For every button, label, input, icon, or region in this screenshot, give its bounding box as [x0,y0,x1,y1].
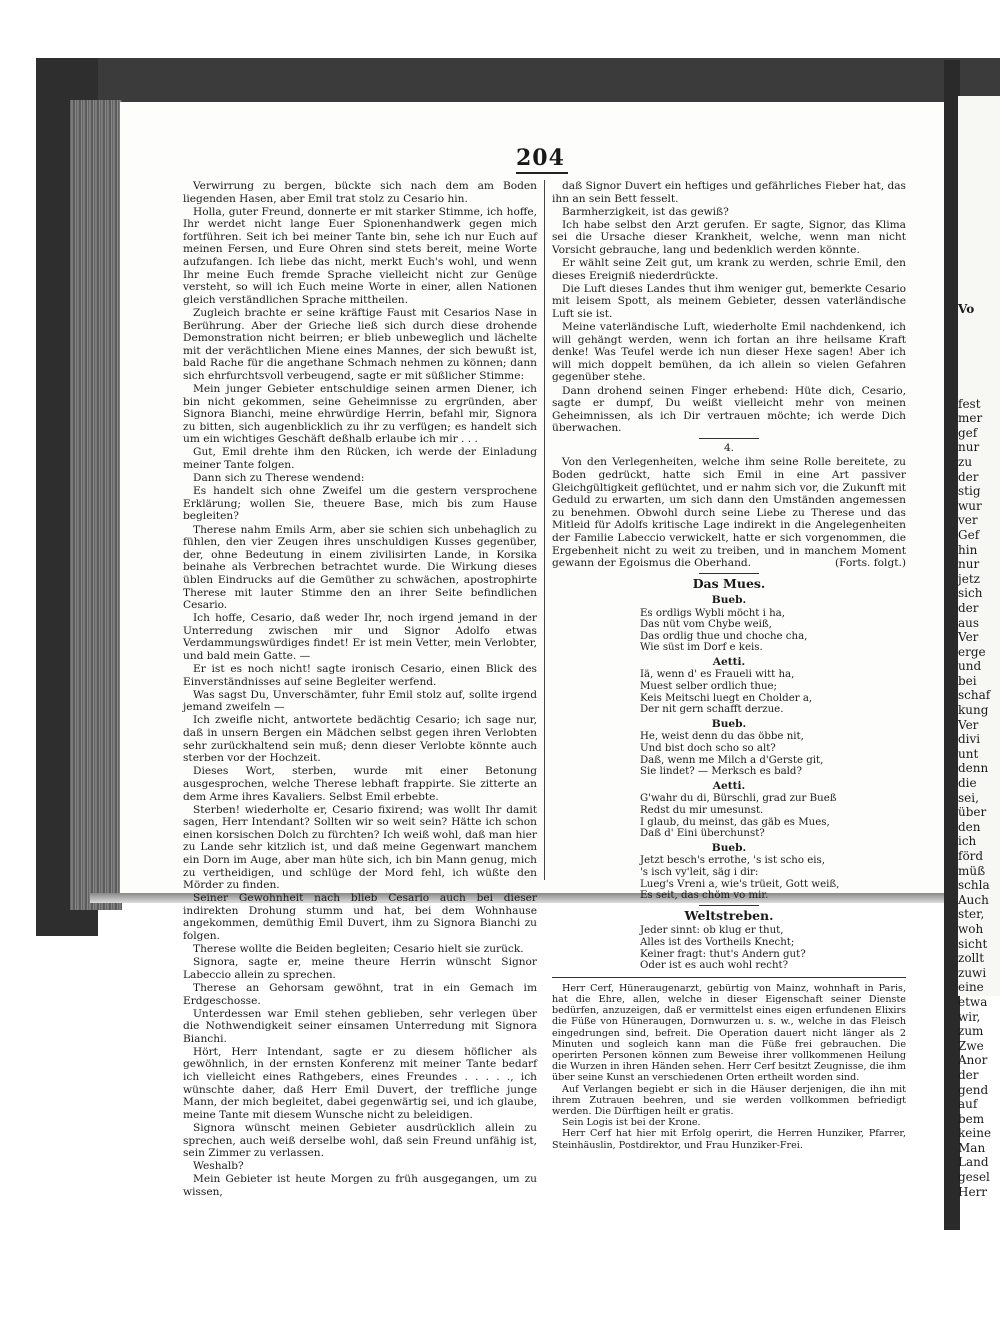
scan-background-top [36,58,1000,102]
advertisement-paragraph: Sein Logis ist bei der Krone. [562,1117,701,1129]
verse-line: Das nüt vom Chybe weiß, [640,619,772,631]
verse-line: Es ordligs Wybli möcht i ha, [640,607,785,619]
poem-body [552,594,906,902]
poem-rule [699,573,759,574]
neighbor-word: auf [958,1097,978,1112]
neighbor-word: aus [958,615,980,630]
advertisement-paragraph: Herr Cerf, Hüneraugenarzt, gebürtig von Mainz, wohnhaft in Paris, hat die Ehre, allen, welche in dieser Eigenschaft seiner Dienste bedürfen, anzuzeigen, daß er vermittelst eines eigen erfundenen Elixirs die Füße von Hüneraugen, Dornwurzen u. s. w., welche in das Fleisch eingedrungen sind, befreit. Die Operation dauert nicht länger als 2 Minuten und sogleich kann man die Füße frei gebrauchen. Die operirten Personen können zum Beweise ihrer vollkommenen Heilung die Wurzen in ihren Händen sehen. Herr Cerf besitzt Zeugnisse, die ihm über seine Kunst an verschiedenen Orten ertheilt worden sind. [552,982,906,1084]
neighbor-word: schla [958,878,990,893]
paragraph: Signora, sagte er, meine theure Herrin wünscht Signor Labeccio allein zu sprechen. [183,956,537,981]
neighbor-word: nur [958,440,980,455]
paragraph: Er wählt seine Zeit gut, um krank zu werden, schrie Emil, den dieses Ereigniß niederdrückte. [552,257,906,282]
verse-line: Jeder sinnt: ob klug er thut, [640,925,784,937]
neighbor-word: Ver [958,717,979,732]
neighbor-word: sei, [958,790,979,805]
right-column [552,180,906,1151]
neighbor-word: Man [958,1140,986,1155]
neighbor-word: der [958,469,979,484]
neighbor-word: eine [958,980,984,995]
neighbor-word: Gef [958,527,980,542]
epigram-rule [699,905,759,906]
neighbor-word: über [958,805,987,820]
verse-line: Und bist doch scho so alt? [640,743,776,755]
neighbor-word: jetz [958,571,980,586]
paragraph: Die Luft dieses Landes thut ihm weniger gut, bemerkte Cesario mit leisem Spott, als meinem Gebieter, dessen vaterländische Luft sie ist. [552,282,906,320]
verse-line: 's isch vy'leit, säg i dir: [640,866,759,878]
paragraph: Mein junger Gebieter entschuldige seinen armen Diener, ich bin nicht gekommen, seine Geheimnisse zu ergründen, aber Signora Bianchi, meine ehrwürdige Herrin, befahl mir, Signora zu bitten, sich augenblicklich zu ihr zu verfügen; es handelt sich um ein wichtiges Geschäft deßhalb erlaube ich mir . . . [183,383,537,446]
neighbor-word: förd [958,849,984,863]
section-number: 4. [723,441,735,454]
verse-line: He, weist denn du das öbbe nit, [640,731,804,743]
poem-stanza [640,855,906,901]
neighbor-word: denn [958,761,989,776]
paragraph: Was sagst Du, Unverschämter, fuhr Emil stolz auf, sollte irgend jemand zweifeln — [183,688,537,714]
paragraph: Hört, Herr Intendant, sagte er zu diesem höflicher als gewöhnlich, in der ernsten Konferenz mit meiner Tante bedarf ich vielleicht eines Rathgebers, eines Freundes . . . . ., ich wünschte daher, daß Herr Emil Duvert, der treffliche junge Mann, der mich begleitet, dabei gegenwärtig sei, und ich glaube, meine Tante mit diesem Wunsche nicht zu beleidigen. [183,1045,537,1121]
poem-speaker: Aetti. [712,779,746,792]
neighbor-word: nur [958,557,980,572]
neighbor-word: bem [958,1111,985,1126]
poem-speaker: Bueb. [711,717,747,730]
neighbor-word: unt [958,746,979,761]
verse-line: Lueg's Vreni a, wie's trüeit, Gott weiß, [640,878,840,890]
paragraph: Unterdessen war Emil stehen geblieben, sehr verlegen über die Nothwendigkeit seiner einsamen Unterredung mit Signora Bianchi. [183,1007,537,1045]
neighbor-word: müß [958,863,986,878]
neighbor-word: gend [958,1082,989,1097]
neighbor-word: Auch [958,892,989,907]
neighbor-word: zu [958,454,973,469]
verse-line: G'wahr du di, Bürschli, grad zur Bueß [640,793,837,805]
neighbor-word: die [958,776,977,791]
paragraph: Seiner Gewohnheit nach blieb Cesario auch bei dieser indirekten Drohung stumm und hat, bei dem Wohnhause angekommen, demüthig Emil Duvert, ihm zu Signora Bianchi zu folgen. [183,892,537,943]
paragraph: Ich habe selbst den Arzt gerufen. Er sagte, Signor, das Klima sei die Ursache dieser Krankheit, welche, wenn man nicht Vorsicht gebrauche, lang und bedenklich werden könnte. [552,218,906,256]
neighbor-word: der [958,1067,979,1082]
neighbor-word: gesel [958,1170,990,1185]
paragraph: Weshalb? [193,1160,244,1173]
poem-speaker: Bueb. [711,841,747,854]
neighbor-word: und [958,659,982,674]
section-text: Von den Verlegenheiten, welche ihm seine Rolle bereitete, zu Boden gedrückt, hatte sich Emil in eine Art passiver Gleichgültigkeit geflüchtet, und er nahm sich vor, die Zukunft mit Geduld zu erwarten, um sich dann den Umständen angemessen zu benehmen. Obwohl durch seine Liebe zu Therese und das Mitleid für Adolfs kritische Lage indirekt in die Angelegenheiten der Familie Labeccio verwickelt, hatte er sich vorgenommen, die Ergebenheit nicht zu weit zu treiben, und in manchem Moment gewann der Egoismus die Oberhand. [552,456,906,570]
paragraph: Ich hoffe, Cesario, daß weder Ihr, noch irgend jemand in der Unterredung zwischen mir und Signor Adolfo etwas Verdammungswürdiges findet! Er ist mein Vetter, mein Verlobter, und bald mein Gatte. — [183,612,537,662]
neighbor-word: divi [958,732,981,747]
paragraph: Holla, guter Freund, donnerte er mit starker Stimme, ich hoffe, Ihr werdet nicht lange Euer Spionenhandwerk gegen mich fortführen. Seit ich bei meiner Tante bin, sehe ich nur Euch auf meinen Fersen, und Eure Ohren sind stets bereit, meine Worte aufzufangen. Ich liebe das nicht, merkt Euch's wohl, und wenn Ihr meine Euch fremde Sprache vielleicht nicht zur Genüge versteht, so will ich Euch meine Worte in einer, allen Nationen gleich verständlichen Sprache mittheilen. [183,205,537,306]
poem-stanza [640,608,906,654]
verse-line: Der nit gern schafft derzue. [640,704,784,716]
poem-stanza [640,669,906,715]
neighbor-word: mer [958,411,983,426]
verse-line: Das ordlig thue und choche cha, [640,630,808,642]
poem-speaker: Aetti. [712,655,746,668]
verse-line: Jetzt besch's errothe, 's ist scho eis, [640,855,825,867]
neighbor-word: zollt [958,951,985,966]
neighbor-word: keine [958,1126,992,1141]
neighbor-word: Land [958,1155,989,1170]
paragraph: Dann drohend seinen Finger erhebend: Hüte dich, Cesario, sagte er dumpf, Du weißt vielleicht mehr von meinen Geheimnissen, als ich Dir vertrauen möchte; ich werde Dich überwachen. [552,384,906,435]
paragraph: Signora wünscht meinen Gebieter ausdrücklich allein zu sprechen, auch weiß derselbe wohl, daß sein Freund unfähig ist, sein Zimmer zu verlassen. [183,1121,537,1160]
paragraph: Sterben! wiederholte er, Cesario fixirend; was wollt Ihr damit sagen, Herr Intendant? Sollten wir so weit sein? Hätte ich schon einen korsischen Dolch zu fürchten? Ich weiß wohl, daß man hier zu Lande sehr kitzlich ist, und daß meine Gegenwart manchem ein Dorn im Auge, aber man hüte sich, ich bin Mann genug, mich zu vertheidigen, und schlüge der Mord fehl, ich wüßte den Mörder zu finden. [183,803,537,892]
neighbor-word: kung [958,703,989,718]
neighbor-word: zum [958,1024,984,1039]
paragraph: Ich zweifle nicht, antwortete bedächtig Cesario; ich sage nur, daß in unsern Bergen ein Mädchen selbst gegen ihren Verlobten sehr zurückhaltend sein muß; denn dieser Verlobte könnte auch sterben vor der Hochzeit. [183,714,537,765]
verse-line: Muest selber ordlich thue; [640,681,777,693]
section-rule [699,438,759,439]
neighbor-word: bei [958,673,977,688]
paragraph: Es handelt sich ohne Zweifel um die gestern versprochene Erklärung; wollen Sie, theuere Base, mich bis zum Hause begleiten? [183,485,537,523]
neighbor-word: Herr [958,1184,988,1199]
paragraph: Dann sich zu Therese wendend: [193,472,365,485]
verse-line: Sie lindet? — Merksch es bald? [640,766,802,778]
paragraph: Therese an Gehorsam gewöhnt, trat in ein Gemach im Erdgeschosse. [183,981,537,1007]
advertisement-paragraph: Auf Verlangen begiebt er sich in die Häuser derjenigen, die ihn mit ihrem Zutrauen beehren, und sie werden vollkommen befriedigt werden. Die Dürftigen heilt er gratis. [552,1083,906,1117]
neighbor-word: sich [958,586,983,601]
page-number-underline [516,172,568,174]
neighbor-word: ich [958,834,977,849]
verse-line: Es seit, das chöm vo mir. [640,890,769,902]
paragraph: Zugleich brachte er seine kräftige Faust mit Cesarios Nase in Berührung. Aber der Grieche ließ sich durch diese drohende Demonstration nicht beirren; er blieb unbeweglich und lächelte mit der verächtlichen Miene eines Mannes, der sich bewußt ist, bald Rache für die angethane Schmach nehmen zu können; dann sich ehrfurchtsvoll verbeugend, sagte er mit süßlicher Stimme: [183,306,537,382]
epigram-body [640,925,906,971]
poem-stanza [640,793,906,839]
neighbor-page-fragment [958,96,1000,1199]
verse-line: Redst du mir umesunst. [640,805,764,816]
page-number: 204 [516,145,565,171]
paragraph: Verwirrung zu bergen, bückte sich nach dem am Boden liegenden Hasen, aber Emil trat stolz zu Cesario hin. [183,180,537,205]
paragraph: Er ist es noch nicht! sagte ironisch Cesario, einen Blick des Einverständnisses auf seine Begleiter werfend. [183,663,537,688]
neighbor-word: fest [958,396,981,411]
neighbor-word: schaf [958,688,991,703]
story-continuation [552,180,906,435]
neighbor-word: stig [958,484,981,499]
epigram-title: Weltstreben. [684,907,774,923]
neighbor-word: woh [958,921,984,936]
verse-line: Alles ist des Vortheils Knecht; [640,936,795,948]
paragraph: Therese nahm Emils Arm, aber sie schien sich unbehaglich zu fühlen, den vier Zeugen ihres unschuldigen Kusses gegenüber, der, ohne Bedeutung in einem zivilisirten Lande, in Korsika beinahe als Verbrechen betrachtet wurde. Die Wirkung dieses üblen Eindrucks auf die Gemüther zu schwächen, apostrophirte Therese mit lauter Stimme den an ihrer Seite befindlichen Cesario. [183,523,537,612]
neighbor-word: etwa [958,994,988,1009]
poem-title: Das Mues. [692,576,766,592]
neighbor-word: hin [958,542,978,557]
neighbor-word: Vo [958,302,975,316]
verse-line: I glaub, du meinst, das gäb es Mues, [640,816,830,828]
neighbor-word: zuwi [958,965,987,980]
paragraph: daß Signor Duvert ein heftiges und gefährliches Fieber hat, das ihn an sein Bett fesselt. [552,180,906,205]
left-column [183,180,537,1199]
verse-line: Keiner fragt: thut's Andern gut? [640,948,806,960]
section-paragraph [552,456,906,569]
advertisement-paragraph: Herr Cerf hat hier mit Erfolg operirt, die Herren Hunziker, Pfarrer, Steinhäuslin, Postdirektor, und Frau Hunziker-Frei. [552,1128,906,1151]
column-divider [544,180,545,880]
neighbor-word: den [958,819,981,834]
neighbor-word: der [958,600,979,615]
paragraph: Therese wollte die Beiden begleiten; Cesario hielt sie zurück. [193,943,524,956]
continued-note: (Forts. folgt.) [834,557,906,570]
paragraph: Gut, Emil drehte ihm den Rücken, ich werde der Einladung meiner Tante folgen. [183,446,537,472]
neighbor-word: Ver [958,630,979,645]
verse-line: Daß d' Eini überchunst? [640,828,765,840]
neighbor-word: ver [958,513,978,528]
verse-line: Iä, wenn d' es Fraueli witt ha, [640,669,795,681]
neighbor-word: ster, [958,907,985,922]
paragraph: Mein Gebieter ist heute Morgen zu früh ausgegangen, um zu wissen, [183,1173,537,1198]
neighbor-word: wir, [958,1009,981,1024]
advertisement [552,983,906,1151]
neighbor-word: wur [958,498,982,513]
verse-line: Oder ist es auch wohl recht? [640,960,789,972]
verse-line: Wie süst im Dorf e keis. [640,642,763,654]
book-page-edges [70,100,122,910]
paragraph: Meine vaterländische Luft, wiederholte Emil nachdenkend, ich will gehängt werden, wenn ich fortan an ihre heilsame Kraft denke! Was Teufel werde ich nun dieser Hexe sagen! Aber ich will mich doppelt bemühen, da ich allein so vielen Gefahren gegenüber stehe. [552,321,906,384]
paragraph: Barmherzigkeit, ist das gewiß? [562,205,729,218]
neighbor-word: gef [958,425,978,440]
verse-line: Daß, wenn me Milch a d'Gerste git, [640,754,824,766]
neighbor-word: Zwe [958,1038,984,1053]
advertisement-rule [552,977,906,978]
neighbor-word: sicht [958,936,988,951]
poem-stanza [640,731,906,777]
neighbor-word: erge [958,644,986,659]
neighbor-word: Anor [958,1053,988,1068]
paragraph: Dieses Wort, sterben, wurde mit einer Betonung ausgesprochen, welche Therese lebhaft frappirte. Sie zitterte an dem Arme ihres Kavaliers. Selbst Emil erbebte. [183,765,537,803]
poem-speaker: Bueb. [711,593,747,606]
verse-line: Keis Meitschi luegt en Cholder a, [640,692,813,704]
